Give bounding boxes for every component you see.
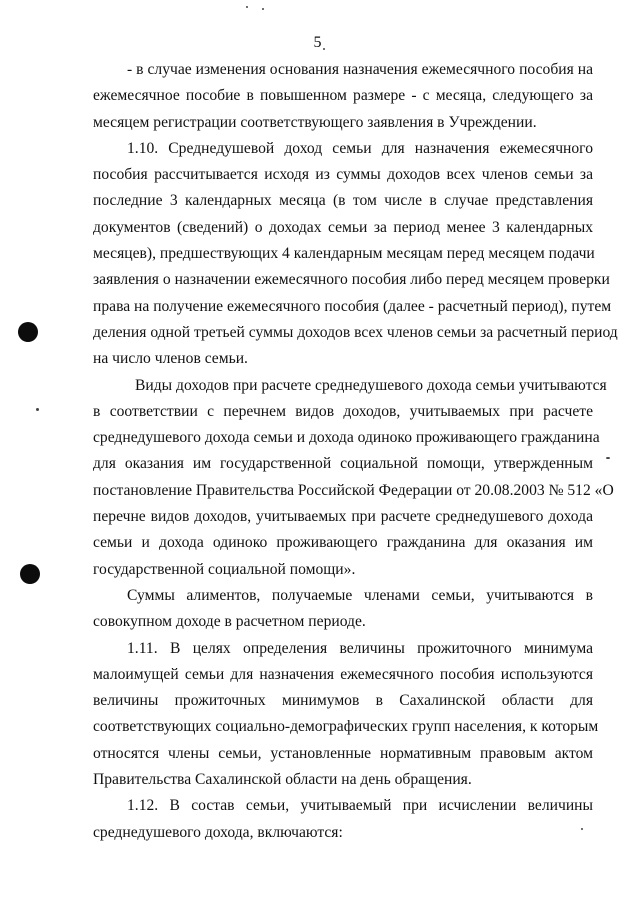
text-line: ежемесячное пособие в повышенном размере - с месяца, следующего за	[93, 87, 593, 105]
text-line: 1.12. В состав семьи, учитываемый при исчислении величины	[127, 797, 593, 815]
text-line: относятся члены семьи, установленные нормативным правовым актом	[93, 744, 593, 762]
text-line: величины прожиточных минимумов в Сахалинской области для	[93, 692, 593, 710]
text-line: 1.10. Среднедушевой доход семьи для назначения ежемесячного	[127, 139, 593, 157]
text-line: Правительства Сахалинской области на день обращения.	[93, 771, 472, 789]
text-line: среднедушевого дохода, включаются:	[93, 823, 343, 841]
text-line: права на получение ежемесячного пособия (далее - расчетный период), путем	[93, 297, 612, 315]
text-line: на число членов семьи.	[93, 350, 248, 368]
text-line: последние 3 календарных месяца (в том числе в случае представления	[93, 192, 593, 210]
text-line: соответствующих социально-демографических групп населения, к которым	[93, 718, 599, 736]
text-line: среднедушевого дохода семьи и дохода одиноко проживающего гражданина	[93, 429, 600, 447]
scan-speck	[262, 8, 264, 10]
text-line: документов (сведений) о доходах семьи за период менее 3 календарных	[93, 218, 593, 236]
text-line: 1.11. В целях определения величины прожиточного минимума	[127, 639, 593, 657]
text-line: пособия рассчитывается исходя из суммы доходов всех членов семьи за	[93, 166, 593, 184]
punch-hole-mark	[20, 564, 40, 584]
text-line: для оказания им государственной социальной помощи, утвержденным	[93, 455, 593, 473]
scan-speck	[606, 457, 610, 459]
text-line: малоимущей семьи для назначения ежемесячного пособия используются	[93, 665, 593, 683]
text-line: в соответствии с перечнем видов доходов, учитываемых при расчете	[93, 402, 593, 420]
text-line: месяцем регистрации соответствующего заявления в Учреждении.	[93, 113, 537, 131]
text-line: деления одной третьей суммы доходов всех членов семьи за расчетный период	[93, 323, 618, 341]
text-line: совокупном доходе в расчетном периоде.	[93, 613, 366, 631]
page-number: 5	[313, 34, 322, 51]
text-line: - в случае изменения основания назначения ежемесячного пособия на	[127, 61, 593, 78]
text-line: Виды доходов при расчете среднедушевого дохода семьи учитываются	[135, 376, 607, 394]
punch-hole-mark	[18, 322, 38, 342]
text-line: заявления о назначении ежемесячного пособия либо перед месяцем проверки	[93, 271, 610, 289]
text-line: Суммы алиментов, получаемые членами семьи, учитываются в	[127, 586, 593, 604]
text-line: месяцев), предшествующих 4 календарным месяцам перед месяцем подачи	[93, 245, 595, 263]
scan-speck	[36, 408, 39, 411]
body-text	[93, 57, 618, 846]
scan-speck	[246, 6, 248, 8]
text-line: государственной социальной помощи».	[93, 560, 356, 578]
text-line: семьи и дохода одиноко проживающего гражданина для оказания им	[93, 534, 593, 552]
text-line: постановление Правительства Российской Федерации от 20.08.2003 № 512 «О	[93, 481, 614, 499]
scan-speck	[323, 48, 325, 50]
text-line: перечне видов доходов, учитываемых при расчете среднедушевого дохода	[93, 508, 593, 526]
